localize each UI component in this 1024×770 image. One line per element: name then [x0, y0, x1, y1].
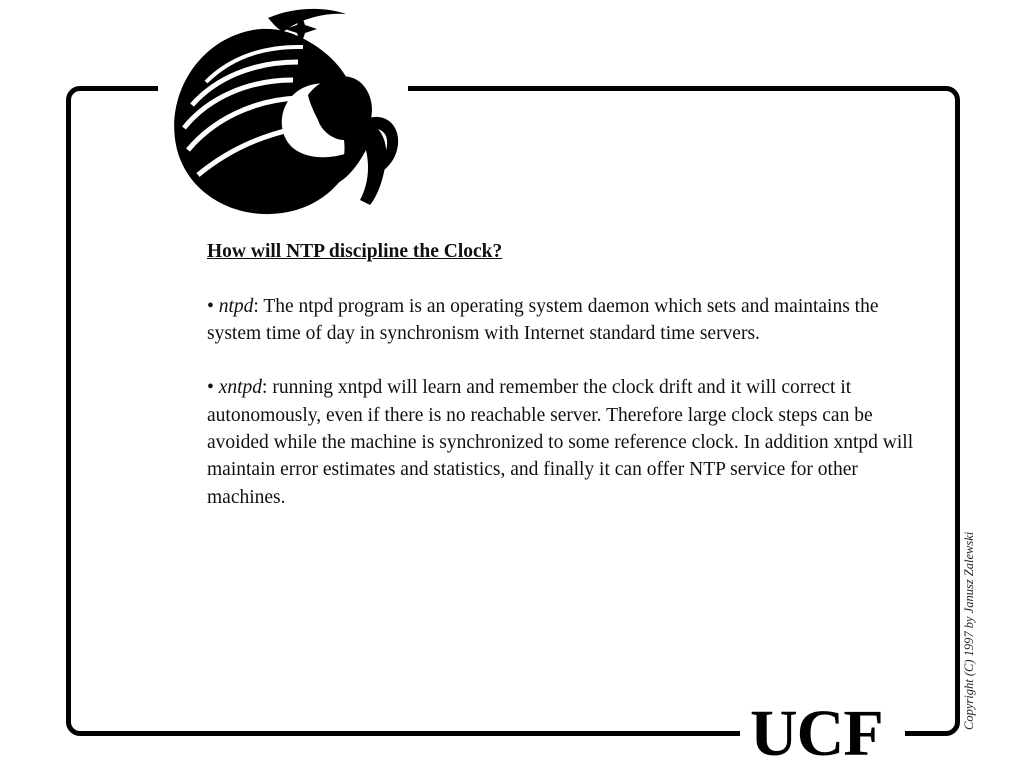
pegasus-logo-icon — [158, 0, 408, 225]
bullet-marker: • — [207, 377, 214, 399]
bullet-text: : The ntpd program is an operating system daemon which sets and maintains the system time of day in synchronism with Internet standard time servers. — [207, 295, 879, 344]
spacer — [207, 347, 927, 374]
slide-heading: How will NTP discipline the Clock? — [207, 241, 503, 262]
bullet-term: ntpd — [218, 295, 254, 317]
copyright-notice: Copyright (C) 1997 by Janusz Zalewski — [962, 531, 976, 730]
bullet-term: xntpd — [218, 377, 263, 399]
bullet-xntpd — [207, 374, 927, 510]
bullet-ntpd — [207, 293, 927, 348]
copyright-notice-wrap — [962, 505, 984, 730]
spacer — [207, 265, 927, 292]
ucf-logo: UCF — [750, 697, 883, 770]
bullet-text: : running xntpd will learn and remember the clock drift and it will correct it autonomously, even if there is no reachable server. Therefore large clock steps can be avoided while the machine is synchronized to some reference clock. In addition xntpd will maintain error estimates and statistics, and finally it can offer NTP service for other machines. — [207, 377, 914, 508]
bullet-marker: • — [207, 295, 214, 317]
slide-content — [207, 238, 927, 511]
